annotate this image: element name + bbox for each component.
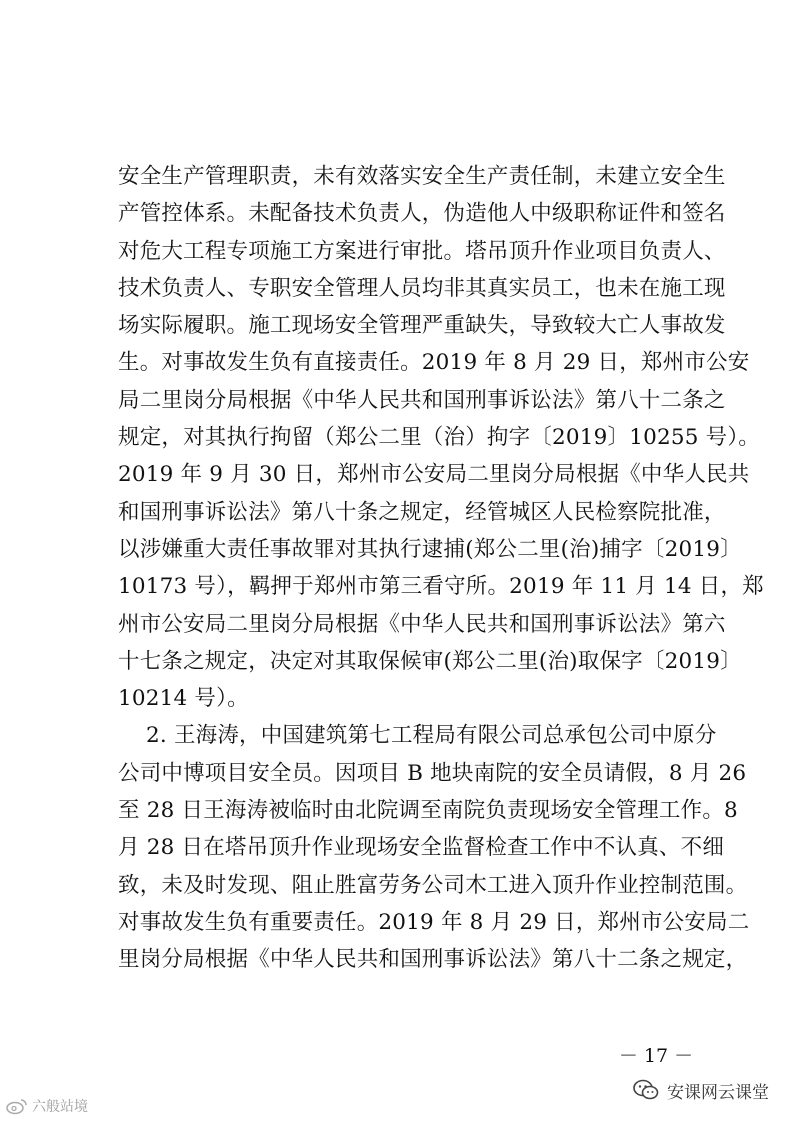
text-line: 州市公安局二里岗分局根据《中华人民共和国刑事诉讼法》第六 <box>118 611 726 637</box>
text-line: 里岗分局根据《中华人民共和国刑事诉讼法》第八十二条之规定， <box>118 947 748 973</box>
text-line: 生。对事故发生负有直接责任。2019 年 8 月 29 日，郑州市公安 <box>118 350 750 376</box>
weibo-icon <box>6 1097 28 1115</box>
watermark-left <box>6 1094 88 1118</box>
body-text <box>118 158 764 979</box>
watermark-right-label: 安课网云课堂 <box>667 1082 769 1103</box>
text-line: 对事故发生负有重要责任。2019 年 8 月 29 日，郑州市公安局二 <box>118 909 750 935</box>
text-line: 技术负责人、专职安全管理人员均非其真实员工，也未在施工现 <box>118 275 726 301</box>
paragraph-start-line: 2. 王海涛，中国建筑第七工程局有限公司总承包公司中原分 <box>146 723 717 749</box>
text-line: 安全生产管理职责，未有效落实安全生产责任制，未建立安全生 <box>118 164 726 189</box>
text-line: 产管控体系。未配备技术负责人，伪造他人中级职称证件和签名 <box>118 201 726 227</box>
text-line: 10214 号）。 <box>118 686 249 712</box>
text-line: 和国刑事诉讼法》第八十条之规定，经管城区人民检察院批准， <box>118 499 726 525</box>
watermark-left-label: 六般站境 <box>32 1099 88 1115</box>
wechat-icon <box>633 1079 659 1101</box>
text-line: 10173 号），羁押于郑州市第三看守所。2019 年 11 月 14 日，郑 <box>118 574 764 600</box>
text-line: 局二里岗分局根据《中华人民共和国刑事诉讼法》第八十二条之 <box>118 387 726 413</box>
text-line: 至 28 日王海涛被临时由北院调至南院负责现场安全管理工作。8 <box>118 798 738 824</box>
text-line: 以涉嫌重大责任事故罪对其执行逮捕(郑公二里(治)捕字〔2019〕 <box>118 536 742 562</box>
text-line: 公司中博项目安全员。因项目 B 地块南院的安全员请假，8 月 26 <box>118 760 747 786</box>
text-line: 2019 年 9 月 30 日，郑州市公安局二里岗分局根据《中华人民共 <box>118 462 750 488</box>
text-line: 十七条之规定，决定对其取保候审(郑公二里(治)取保字〔2019〕 <box>118 648 742 674</box>
watermark-right <box>633 1077 769 1103</box>
text-line: 场实际履职。施工现场安全管理严重缺失，导致较大亡人事故发 <box>118 313 726 339</box>
text-line: 规定，对其执行拘留（郑公二里（治）拘字〔2019〕10255 号）。 <box>118 425 760 451</box>
text-line: 对危大工程专项施工方案进行审批。塔吊顶升作业项目负责人、 <box>118 238 726 264</box>
page-number: － 17 － <box>618 1045 694 1067</box>
text-line: 致，未及时发现、阻止胜富劳务公司木工进入顶升作业控制范围。 <box>118 872 748 898</box>
text-line: 月 28 日在塔吊顶升作业现场安全监督检查工作中不认真、不细 <box>118 835 725 861</box>
